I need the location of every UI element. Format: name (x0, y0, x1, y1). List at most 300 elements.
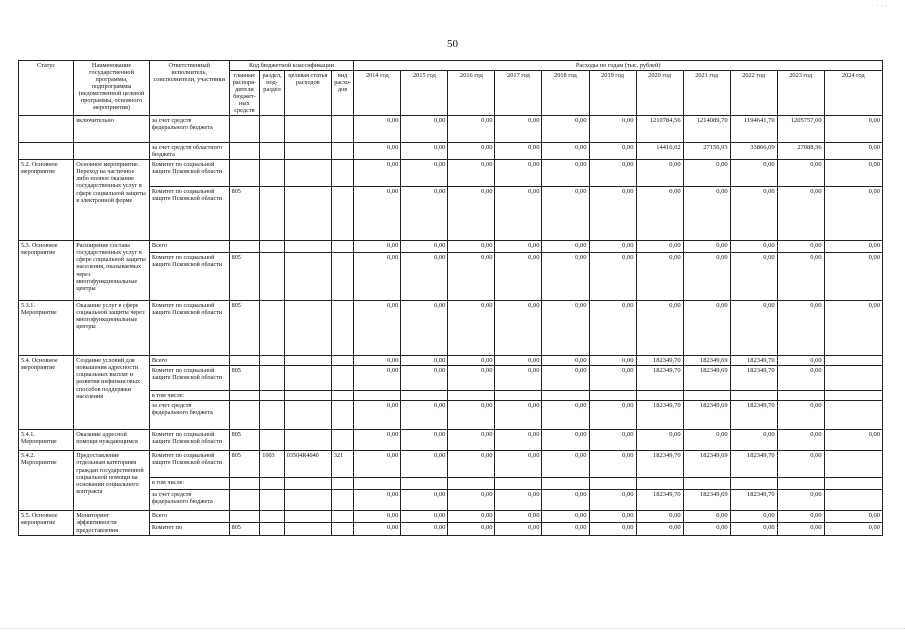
row-kbk-csr (284, 478, 331, 490)
row-value: 182349,70 (730, 490, 777, 511)
row-kbk-grbs: 805 (229, 430, 260, 451)
row-value: 182349,70 (730, 356, 777, 366)
header-year: 2015 год (401, 71, 448, 116)
row-status: 5.4.2. Мероприятие (19, 451, 74, 511)
row-kbk-vr (331, 187, 354, 241)
row-value: 0,00 (448, 143, 495, 160)
row-kbk-vr (331, 391, 354, 401)
row-value: 0,00 (354, 187, 401, 241)
row-value: 0,00 (401, 490, 448, 511)
row-kbk-csr (284, 187, 331, 241)
row-value: 0,00 (683, 430, 730, 451)
row-name: Мониторинг эффективности предоставления (74, 511, 150, 535)
row-value: 0,00 (448, 430, 495, 451)
row-kbk-rzpr (260, 522, 285, 535)
row-value: 0,00 (354, 143, 401, 160)
row-value: 182349,70 (636, 366, 683, 391)
row-executor: Всего (149, 356, 229, 366)
row-value: 0,00 (730, 430, 777, 451)
row-value: 14416,02 (636, 143, 683, 160)
row-value: 0,00 (824, 241, 882, 253)
row-value: 182349,69 (683, 401, 730, 430)
table-row (19, 356, 883, 366)
row-value: 0,00 (354, 301, 401, 356)
row-value: 0,00 (636, 301, 683, 356)
row-value: 0,00 (777, 511, 824, 523)
row-value: 0,00 (730, 511, 777, 523)
header-year: 2016 год (448, 71, 495, 116)
row-kbk-rzpr (260, 478, 285, 490)
row-kbk-vr (331, 301, 354, 356)
row-value: 0,00 (354, 160, 401, 187)
row-value (824, 478, 882, 490)
row-status: 5.2. Основное мероприятие (19, 160, 74, 241)
row-value: 0,00 (401, 187, 448, 241)
row-value: 0,00 (683, 301, 730, 356)
row-value: 0,00 (777, 490, 824, 511)
row-value: 0,00 (542, 490, 589, 511)
row-value: 182349,70 (636, 490, 683, 511)
row-value: 0,00 (354, 490, 401, 511)
row-value: 182349,69 (683, 356, 730, 366)
header-year: 2019 год (589, 71, 636, 116)
row-value (542, 478, 589, 490)
row-kbk-grbs (229, 356, 260, 366)
row-value: 0,00 (777, 366, 824, 391)
row-kbk-rzpr: 1003 (260, 451, 285, 478)
row-executor: в том числе: (149, 478, 229, 490)
row-kbk-grbs: 805 (229, 187, 260, 241)
row-value: 0,00 (636, 511, 683, 523)
row-value: 0,00 (777, 253, 824, 301)
row-value (354, 391, 401, 401)
row-value: 0,00 (589, 160, 636, 187)
row-value: 0,00 (542, 356, 589, 366)
row-value: 0,00 (448, 253, 495, 301)
row-kbk-grbs (229, 391, 260, 401)
row-value: 0,00 (495, 511, 542, 523)
row-kbk-vr (331, 511, 354, 523)
row-value: 0,00 (401, 451, 448, 478)
row-value: 0,00 (448, 366, 495, 391)
row-status (19, 143, 74, 160)
row-value: 0,00 (542, 253, 589, 301)
row-value: 0,00 (401, 401, 448, 430)
row-kbk-csr (284, 160, 331, 187)
row-value: 0,00 (824, 301, 882, 356)
row-executor: Всего (149, 511, 229, 523)
row-value: 0,00 (589, 401, 636, 430)
row-value (824, 366, 882, 391)
row-value: 0,00 (589, 187, 636, 241)
row-value: 0,00 (354, 116, 401, 143)
row-value: 0,00 (354, 451, 401, 478)
row-value: 0,00 (683, 253, 730, 301)
row-value: 0,00 (589, 511, 636, 523)
row-value: 0,00 (448, 241, 495, 253)
row-executor: Комитет по социальной защите Псковской области (149, 253, 229, 301)
row-executor: Всего (149, 241, 229, 253)
row-kbk-csr (284, 356, 331, 366)
table-row (19, 451, 883, 478)
row-value: 0,00 (589, 451, 636, 478)
row-value: 0,00 (354, 366, 401, 391)
header-status: Статус (19, 61, 74, 116)
row-kbk-grbs (229, 160, 260, 187)
row-executor: за счет средств областного бюджета (149, 143, 229, 160)
header-name: Наименование государственной программы, подпрограммы (ведомственной целевой программы, основного мероприятия) (74, 61, 150, 116)
row-value: 0,00 (495, 522, 542, 535)
row-value: 0,00 (542, 143, 589, 160)
row-kbk-grbs (229, 116, 260, 143)
header-year: 2020 год (636, 71, 683, 116)
row-kbk-vr (331, 241, 354, 253)
row-value: 0,00 (683, 160, 730, 187)
row-value: 0,00 (495, 401, 542, 430)
row-value: 0,00 (495, 430, 542, 451)
row-name: Расширение состава государственных услуг в сфере социальной защиты населения, оказываемых через многофункциональные центры (74, 241, 150, 301)
budget-table (18, 60, 883, 536)
row-value: 0,00 (448, 511, 495, 523)
row-value: 0,00 (824, 511, 882, 523)
row-kbk-grbs (229, 511, 260, 523)
row-kbk-csr (284, 511, 331, 523)
row-value: 0,00 (542, 187, 589, 241)
row-value: 0,00 (401, 253, 448, 301)
row-kbk-vr: 321 (331, 451, 354, 478)
row-value: 1205757,00 (777, 116, 824, 143)
table-row (19, 430, 883, 451)
row-value: 0,00 (636, 160, 683, 187)
row-value: 0,00 (542, 160, 589, 187)
row-value (354, 478, 401, 490)
row-kbk-csr (284, 253, 331, 301)
row-kbk-rzpr (260, 490, 285, 511)
row-value: 0,00 (589, 116, 636, 143)
row-value: 0,00 (636, 253, 683, 301)
header-year: 2022 год (730, 71, 777, 116)
row-value: 0,00 (401, 116, 448, 143)
row-value: 0,00 (542, 116, 589, 143)
row-value: 0,00 (777, 451, 824, 478)
row-value: 0,00 (401, 366, 448, 391)
row-value: 0,00 (495, 366, 542, 391)
row-kbk-rzpr (260, 301, 285, 356)
row-value (589, 478, 636, 490)
row-value: 0,00 (542, 401, 589, 430)
table-body (19, 116, 883, 536)
row-value: 0,00 (495, 451, 542, 478)
row-value: 0,00 (495, 301, 542, 356)
row-value (542, 391, 589, 401)
row-value: 0,00 (730, 253, 777, 301)
row-value (824, 391, 882, 401)
row-value: 0,00 (448, 451, 495, 478)
row-status: 5.3. Основное мероприятие (19, 241, 74, 301)
row-value: 0,00 (401, 160, 448, 187)
row-kbk-csr (284, 116, 331, 143)
row-kbk-grbs (229, 490, 260, 511)
row-value (683, 391, 730, 401)
row-value: 33866,09 (730, 143, 777, 160)
header-year: 2023 год (777, 71, 824, 116)
table-row (19, 511, 883, 523)
row-value: 0,00 (542, 430, 589, 451)
row-value: 182349,70 (730, 366, 777, 391)
row-kbk-rzpr (260, 187, 285, 241)
row-value (824, 356, 882, 366)
row-value: 0,00 (542, 451, 589, 478)
row-value: 0,00 (589, 490, 636, 511)
row-kbk-grbs: 805 (229, 366, 260, 391)
row-value: 27150,93 (683, 143, 730, 160)
row-value: 1194641,70 (730, 116, 777, 143)
row-value: 0,00 (448, 401, 495, 430)
row-kbk-rzpr (260, 116, 285, 143)
row-value: 0,00 (542, 301, 589, 356)
row-kbk-vr (331, 116, 354, 143)
row-name (74, 143, 150, 160)
row-value: 0,00 (777, 241, 824, 253)
header-kbk-grbs: главные распоря-дители бюджет-ных средств (229, 71, 260, 116)
row-executor: Комитет по социальной защите Псковской области (149, 301, 229, 356)
row-name: Предоставление отдельным категориям граждан государственной социальной помощи на основании социального контракта (74, 451, 150, 511)
row-kbk-csr (284, 301, 331, 356)
row-status: 5.4.1. Мероприятие (19, 430, 74, 451)
header-year: 2017 год (495, 71, 542, 116)
row-value: 0,00 (495, 490, 542, 511)
row-value (401, 478, 448, 490)
row-value: 0,00 (401, 430, 448, 451)
row-kbk-rzpr (260, 356, 285, 366)
table-row (19, 143, 883, 160)
row-kbk-rzpr (260, 160, 285, 187)
header-kbk-rzpr: раздел, под-раздел (260, 71, 285, 116)
row-status: 5.4. Основное мероприятие (19, 356, 74, 430)
row-value: 0,00 (730, 301, 777, 356)
row-value (448, 391, 495, 401)
row-kbk-grbs (229, 478, 260, 490)
row-value: 27088,36 (777, 143, 824, 160)
row-value: 0,00 (589, 253, 636, 301)
row-kbk-vr (331, 522, 354, 535)
row-name: Оказание адресной помощи нуждающимся (74, 430, 150, 451)
row-kbk-vr (331, 478, 354, 490)
row-value: 0,00 (777, 522, 824, 535)
row-value: 0,00 (589, 356, 636, 366)
row-value (401, 391, 448, 401)
row-value: 0,00 (401, 241, 448, 253)
row-kbk-rzpr (260, 430, 285, 451)
row-kbk-rzpr (260, 511, 285, 523)
row-executor: Комитет по социальной защите Псковской области (149, 451, 229, 478)
row-kbk-grbs: 805 (229, 301, 260, 356)
row-value: 0,00 (542, 241, 589, 253)
row-value (824, 451, 882, 478)
row-value (495, 478, 542, 490)
row-value: 0,00 (448, 301, 495, 356)
row-value: 182349,70 (636, 356, 683, 366)
row-kbk-csr (284, 490, 331, 511)
row-name: Создание условий для повышения адресности социальных выплат и развития нефинансовых способов поддержки населения (74, 356, 150, 430)
row-value: 182349,69 (683, 366, 730, 391)
row-value: 0,00 (401, 356, 448, 366)
header-year: 2014 год (354, 71, 401, 116)
row-value: 0,00 (824, 253, 882, 301)
row-kbk-vr (331, 490, 354, 511)
row-value: 0,00 (354, 401, 401, 430)
row-value (777, 391, 824, 401)
row-value (495, 391, 542, 401)
table-row (19, 301, 883, 356)
row-value: 0,00 (589, 366, 636, 391)
row-value: 0,00 (448, 522, 495, 535)
row-status: 5.3.1. Мероприятие (19, 301, 74, 356)
row-value: 0,00 (777, 301, 824, 356)
row-value: 0,00 (589, 143, 636, 160)
row-value: 0,00 (589, 522, 636, 535)
header-year: 2024 год (824, 71, 882, 116)
row-kbk-vr (331, 430, 354, 451)
row-value: 0,00 (495, 241, 542, 253)
row-kbk-grbs: 805 (229, 451, 260, 478)
row-value: 182349,70 (636, 451, 683, 478)
row-value: 0,00 (777, 187, 824, 241)
row-value (589, 391, 636, 401)
row-status (19, 116, 74, 143)
row-kbk-csr (284, 241, 331, 253)
row-kbk-csr (284, 391, 331, 401)
row-value: 0,00 (495, 143, 542, 160)
row-value (636, 391, 683, 401)
row-value: 0,00 (589, 430, 636, 451)
header-row-1 (19, 61, 883, 71)
row-kbk-grbs (229, 143, 260, 160)
row-value (824, 490, 882, 511)
row-value: 0,00 (824, 430, 882, 451)
row-value: 0,00 (730, 187, 777, 241)
row-value: 0,00 (354, 356, 401, 366)
row-kbk-csr (284, 430, 331, 451)
row-kbk-grbs (229, 401, 260, 430)
row-kbk-csr (284, 143, 331, 160)
row-value: 1210784,56 (636, 116, 683, 143)
row-executor: в том числе: (149, 391, 229, 401)
row-value (777, 478, 824, 490)
row-value: 0,00 (542, 366, 589, 391)
row-value: 0,00 (401, 522, 448, 535)
row-value (730, 391, 777, 401)
row-kbk-vr (331, 253, 354, 301)
row-value: 0,00 (354, 511, 401, 523)
header-kbk-vr: вид расхо-дов (331, 71, 354, 116)
row-value: 0,00 (495, 253, 542, 301)
page-number: 50 (447, 38, 458, 50)
row-value: 0,00 (448, 160, 495, 187)
row-value (730, 478, 777, 490)
row-status: 5.5. Основное мероприятие (19, 511, 74, 535)
row-value: 0,00 (354, 253, 401, 301)
row-kbk-vr (331, 366, 354, 391)
row-value: 0,00 (824, 143, 882, 160)
row-value: 0,00 (448, 490, 495, 511)
row-value: 0,00 (636, 241, 683, 253)
row-value: 0,00 (495, 116, 542, 143)
row-value: 0,00 (777, 160, 824, 187)
scan-edge (0, 628, 905, 635)
row-kbk-csr (284, 522, 331, 535)
row-executor: Комитет по социальной защите Псковской области (149, 187, 229, 241)
row-value (636, 478, 683, 490)
row-value: 0,00 (730, 522, 777, 535)
row-value: 0,00 (777, 430, 824, 451)
row-kbk-csr (284, 401, 331, 430)
row-value (683, 478, 730, 490)
row-value: 182349,70 (730, 451, 777, 478)
row-value (824, 401, 882, 430)
row-value: 0,00 (495, 356, 542, 366)
row-value: 0,00 (683, 522, 730, 535)
row-value: 0,00 (636, 522, 683, 535)
row-kbk-vr (331, 160, 354, 187)
header-year: 2018 год (542, 71, 589, 116)
row-value: 182349,70 (730, 401, 777, 430)
header-executor: Ответственный исполнитель, соисполнители, участники (149, 61, 229, 116)
row-value: 0,00 (824, 116, 882, 143)
row-kbk-csr (284, 366, 331, 391)
row-name: Основное мероприятие. Переход на частичное либо полное оказание государственных услуг в сфере социальной защиты в электронной форме (74, 160, 150, 241)
row-value: 0,00 (542, 511, 589, 523)
row-value: 0,00 (495, 187, 542, 241)
row-kbk-vr (331, 401, 354, 430)
row-value: 0,00 (354, 241, 401, 253)
row-value: 182349,69 (683, 490, 730, 511)
row-kbk-csr: 03504R4040 (284, 451, 331, 478)
row-kbk-vr (331, 143, 354, 160)
row-executor: Комитет по (149, 522, 229, 535)
row-kbk-grbs: 805 (229, 522, 260, 535)
row-value: 0,00 (777, 356, 824, 366)
row-executor: за счет средств федерального бюджета (149, 116, 229, 143)
row-value: 0,00 (542, 522, 589, 535)
row-value: 0,00 (354, 430, 401, 451)
row-value: 0,00 (401, 301, 448, 356)
header-kbk: Код бюджетной классификации (229, 61, 354, 71)
row-kbk-grbs (229, 241, 260, 253)
table-row (19, 116, 883, 143)
row-value: 0,00 (777, 401, 824, 430)
row-kbk-rzpr (260, 253, 285, 301)
row-value: 0,00 (495, 160, 542, 187)
row-value: 0,00 (448, 116, 495, 143)
table-row (19, 160, 883, 187)
row-executor: Комитет по социальной защите Псковской области (149, 160, 229, 187)
row-value: 0,00 (636, 187, 683, 241)
row-value: 0,00 (589, 301, 636, 356)
row-kbk-rzpr (260, 241, 285, 253)
row-value: 0,00 (401, 511, 448, 523)
row-name: включительно (74, 116, 150, 143)
row-executor: Комитет по социальной защите Псковской области (149, 430, 229, 451)
row-value: 182349,69 (683, 451, 730, 478)
row-value: 0,00 (730, 160, 777, 187)
row-value: 0,00 (401, 143, 448, 160)
page-corner-mark: · · · (876, 2, 887, 10)
row-executor: за счет средств федерального бюджета (149, 490, 229, 511)
row-kbk-vr (331, 356, 354, 366)
table-row (19, 241, 883, 253)
row-value: 182349,70 (636, 401, 683, 430)
